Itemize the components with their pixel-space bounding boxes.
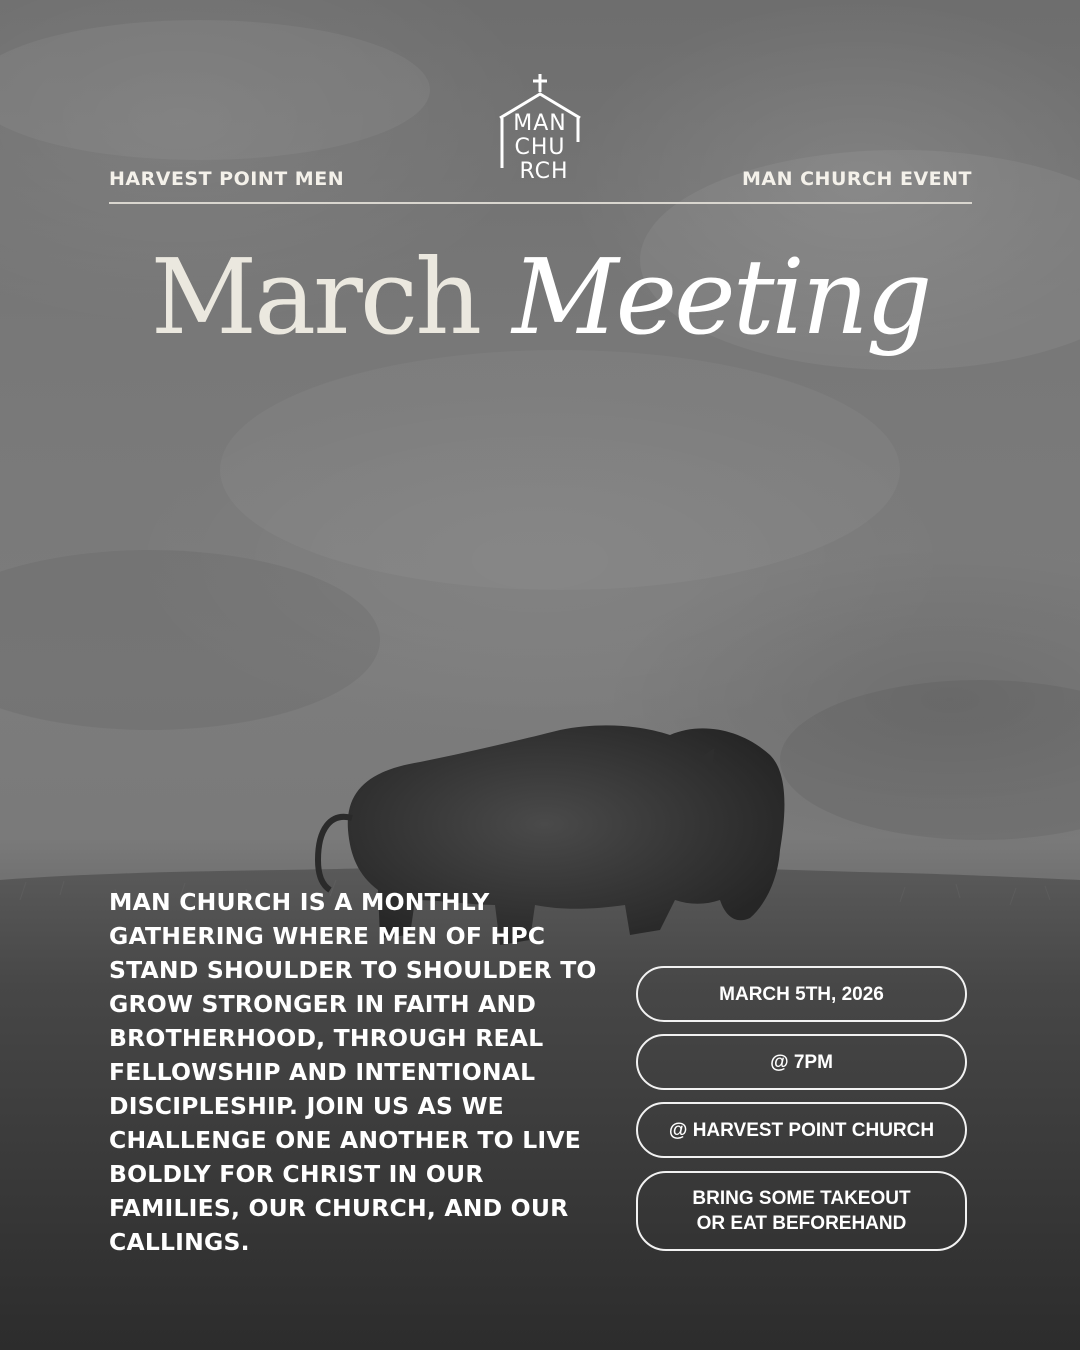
svg-text:RCH: RCH xyxy=(519,159,569,184)
svg-text:CHU: CHU xyxy=(514,135,566,160)
location-pill xyxy=(636,1102,967,1158)
header-event-type: MAN CHURCH EVENT xyxy=(741,168,972,190)
event-description: MAN CHURCH IS A MONTHLY GATHERING WHERE MEN OF HPC STAND SHOULDER TO SHOULDER TO GROW STRONGER IN FAITH AND BROTHERHOOD, THROUGH REAL FELLOWSHIP AND INTENTIONAL DISCIPLESHIP. JOIN US AS WE CHALLENGE ONE ANOTHER TO LIVE BOLDLY FOR CHRIST IN OUR FAMILIES, OUR CHURCH, AND OUR CALLINGS. xyxy=(109,888,597,1256)
page-title xyxy=(0,232,1080,362)
date-text: MARCH 5TH, 2026 xyxy=(719,983,884,1005)
header-organization: HARVEST POINT MEN xyxy=(109,168,345,190)
time-pill xyxy=(636,1034,967,1090)
date-pill xyxy=(636,966,967,1022)
food-note-pill xyxy=(636,1171,967,1251)
food-note-text: BRING SOME TAKEOUT OR EAT BEFOREHAND xyxy=(692,1188,911,1234)
man-church-logo xyxy=(490,72,590,184)
location-text: @ HARVEST POINT CHURCH xyxy=(668,1119,935,1141)
header-divider xyxy=(109,202,972,204)
title-word-march: March xyxy=(150,236,480,358)
svg-text:MAN: MAN xyxy=(513,111,567,136)
title-word-meeting: Meeting xyxy=(512,236,930,358)
time-text: @ 7PM xyxy=(770,1051,833,1073)
